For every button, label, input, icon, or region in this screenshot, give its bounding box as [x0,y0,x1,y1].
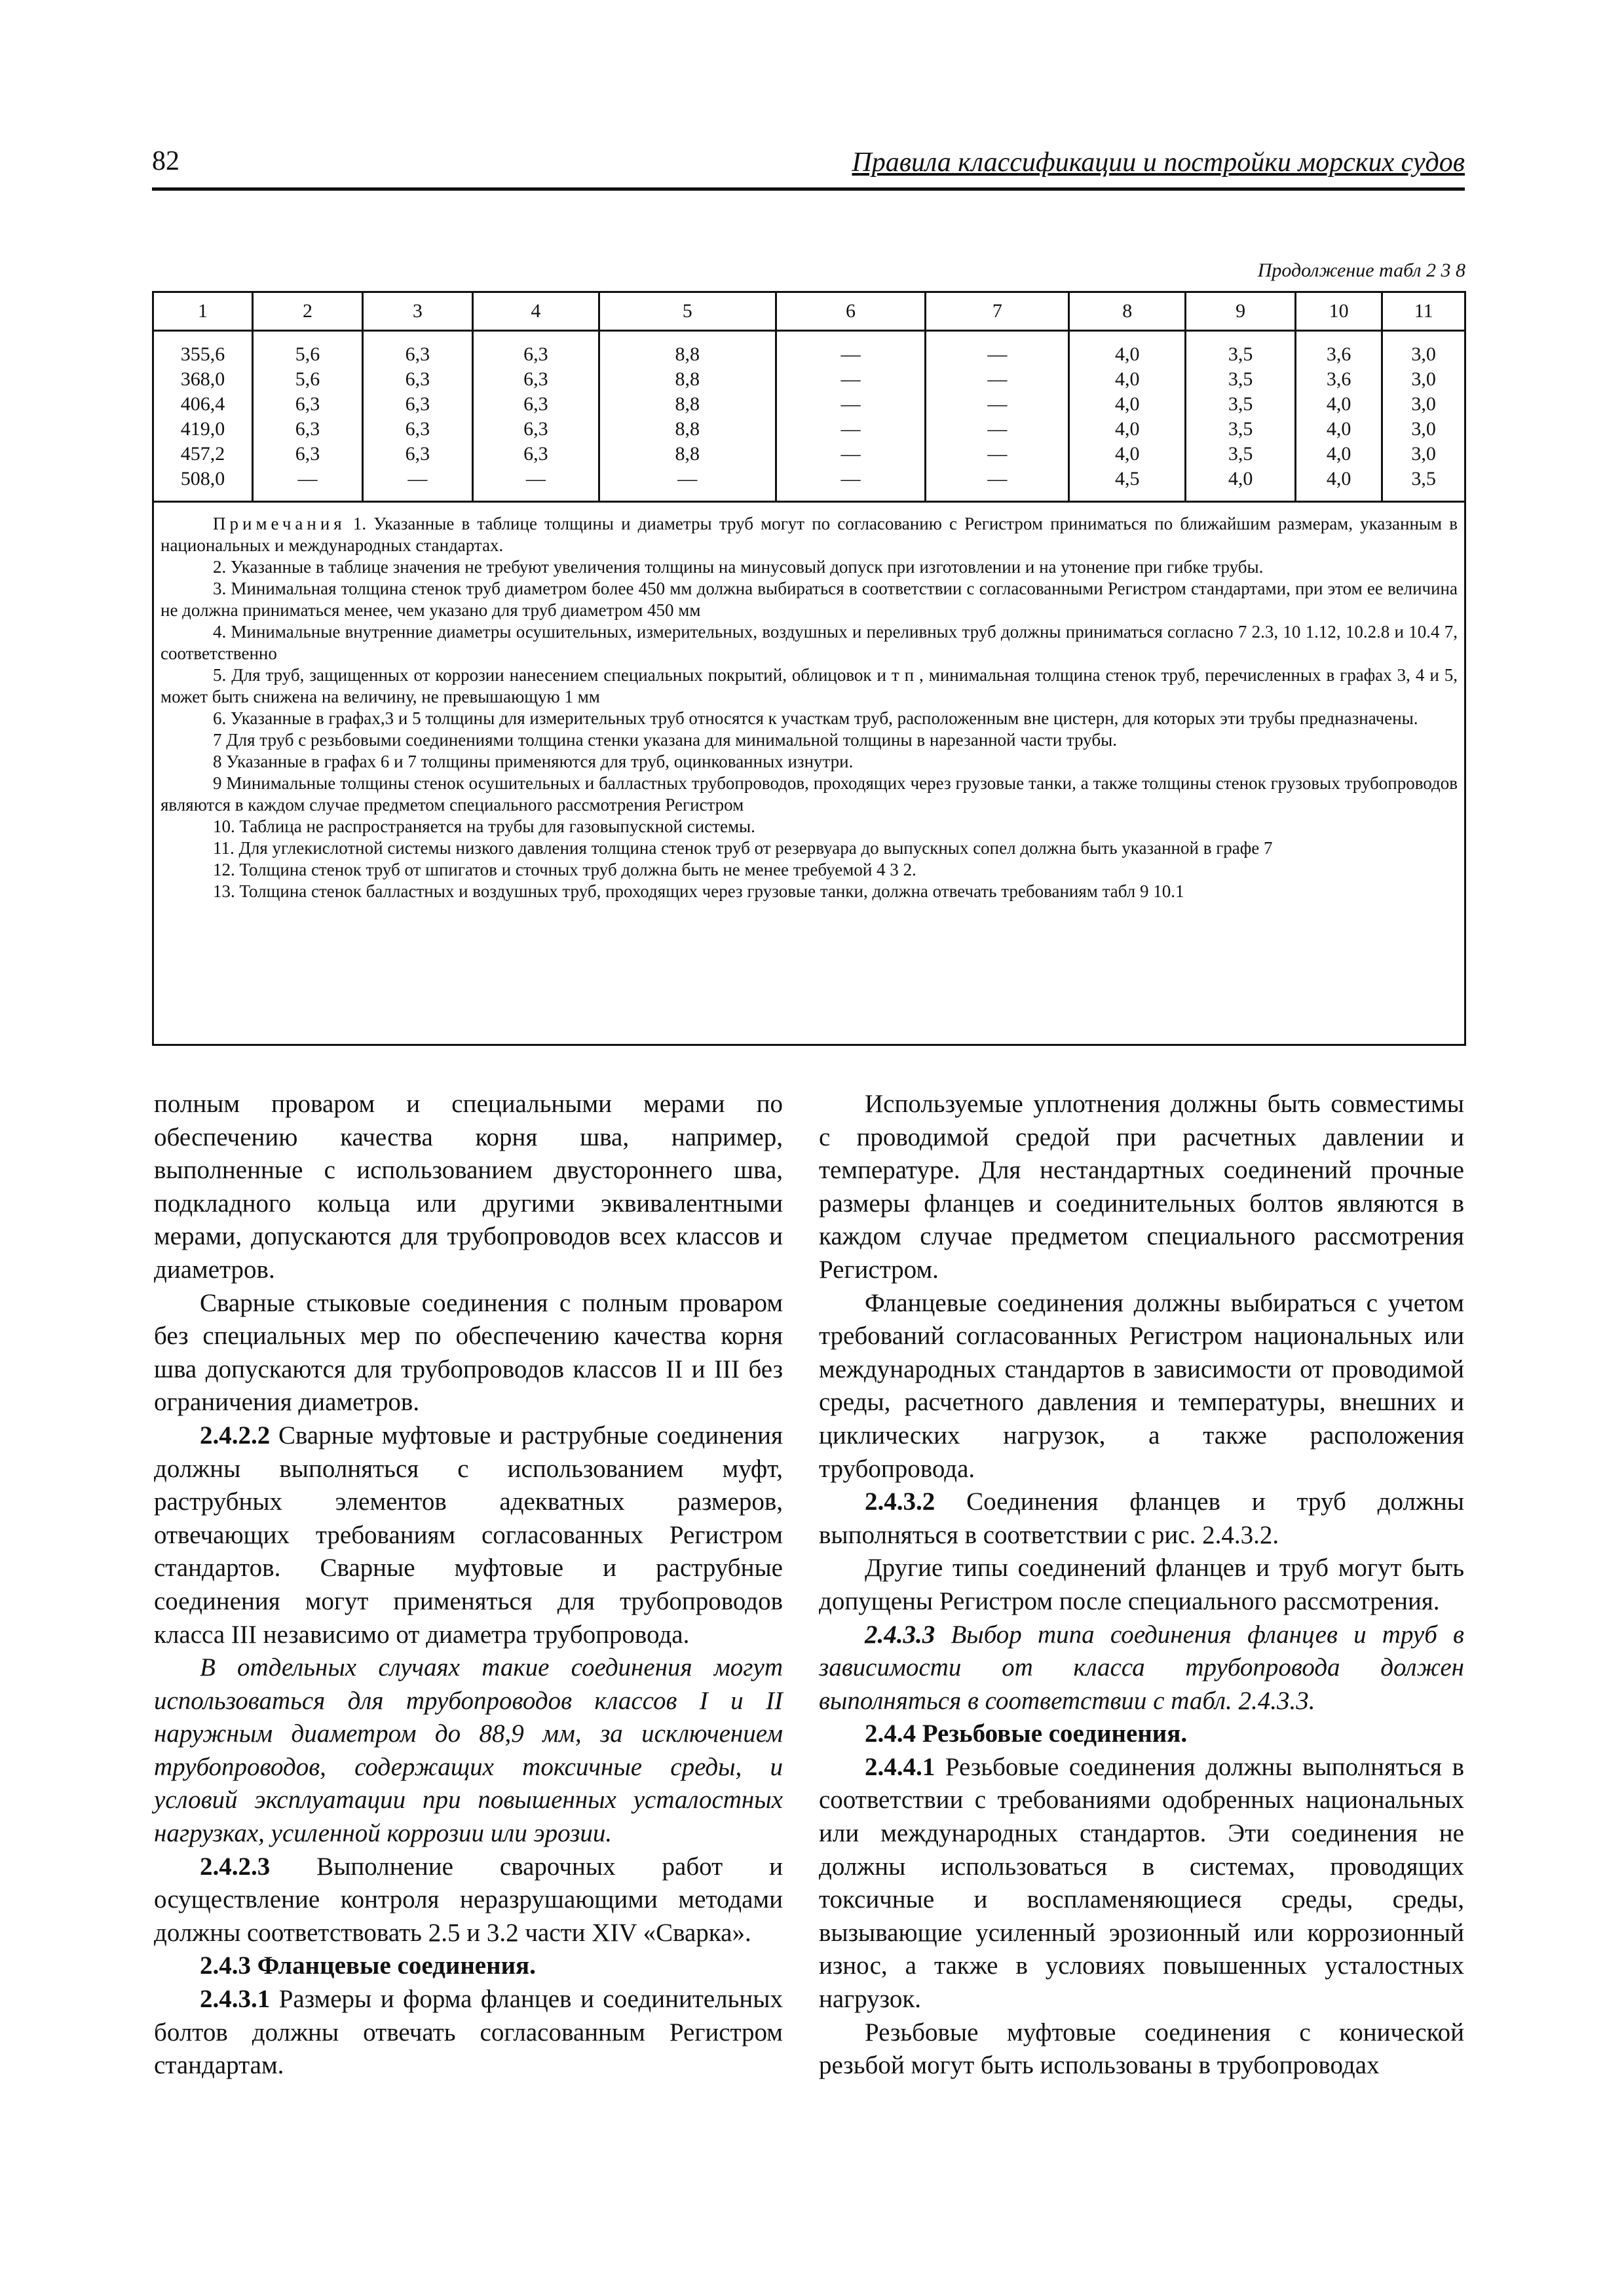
clause-number: 2.4.3.3 [865,1620,935,1649]
table-header-row [154,293,1464,331]
table-cell: 6,3 [472,417,599,442]
table-note: 9 Минимальные толщины стенок осушительных и балластных трубопроводов, проходящих через грузовые танки, а также толщины стенок грузовых трубопроводов являются в каждом случае предметом специального рассмотрения Регистром [161,773,1458,815]
table-cell: 3,0 [1411,343,1436,365]
table-continuation-label: Продолжение табл 2 3 8 [1257,259,1465,281]
table-note: 11. Для углекислотной системы низкого давления толщина стенок труб от резервуара до выпускных сопел должна быть указанной в графе 7 [213,838,1273,858]
table-note: 7 Для труб с резьбовыми соединениями толщина стенки указана для минимальной толщины в нарезанной части трубы. [213,730,1117,750]
column-header: 10 [1296,293,1382,331]
table-cell: 457,2 [154,442,253,467]
column-header: 3 [362,293,472,331]
table-cell: 4,0 [1069,417,1186,442]
table-cell: — [926,417,1069,442]
paragraph-text: Выполнение сварочных работ и осуществление контроля неразрушающими методами должны соответствовать 2.5 и 3.2 части XIV «Сварка». [154,1852,783,1947]
table-cell: 368,0 [154,367,253,392]
column-header: 6 [776,293,926,331]
clause-number: 2.4.4.1 [865,1752,935,1781]
paragraph [154,1419,783,1651]
column-header: 2 [253,293,363,331]
table-note: 4. Минимальные внутренние диаметры осушительных, измерительных, воздушных и переливных труб должны приниматься согласно 7 2.3, 10 1.12, 10.2.8 и 10.4 7, соответственно [161,622,1458,663]
page-number: 82 [152,146,179,176]
table-note: 13. Толщина стенок балластных и воздушных труб, проходящих через грузовые танки, должна отвечать требованиям табл 9 10.1 [213,881,1184,901]
table-cell: 4,0 [1186,467,1296,501]
table-cell: 3,0 [1411,368,1436,390]
clause-number: 2.4.3.1 [200,1985,271,2014]
table-row [154,417,1464,442]
table-cell: 4,0 [1069,442,1186,467]
paragraph [154,1851,783,1950]
table-cell: 4,0 [1069,331,1186,368]
table-cell: 4,5 [1069,467,1186,501]
table-note: 8 Указанные в графах 6 и 7 толщины применяются для труб, оцинкованных изнутри. [213,752,854,771]
page-header [152,145,1465,191]
table-cell: 6,3 [472,331,599,368]
table-grid [154,293,1464,501]
table-cell: 3,6 [1296,331,1382,368]
table-cell: — [926,367,1069,392]
table-cell: 6,3 [362,417,472,442]
table-cell: 6,3 [362,367,472,392]
table-note: 3. Минимальная толщина стенок труб диаметром более 450 мм должна выбираться в соответствии с согласованными Регистром стандартами, при этом ее величина не должна приниматься менее, чем указано для труб диаметром 450 мм [161,579,1458,620]
right-text-column [819,1088,1464,2083]
table-cell: 508,0 [154,467,253,501]
paragraph-text: Сварные муфтовые и раструбные соединения должны выполняться с использованием муфт, раструбных элементов адекватных размеров, отвечающих требованиям согласованных Регистром стандартов. Сварные муфтовые и раструбные соединения могут применяться для трубопроводов класса III независимо от диаметра трубопровода. [154,1421,783,1649]
paragraph: Другие типы соединений фланцев и труб могут быть допущены Регистром после специального рассмотрения. [819,1554,1464,1615]
table-cell: 5,6 [253,367,363,392]
table-note: 10. Таблица не распространяется на трубы для газовыпускной системы. [213,817,755,836]
table-note [161,513,1458,556]
left-text-column [154,1088,783,2083]
paragraph [154,1983,783,2083]
table-note: 12. Толщина стенок труб от шпигатов и сточных труб должна быть не менее требуемой 4 3 2. [213,860,916,879]
paragraph: Используемые уплотнения должны быть совместимы с проводимой средой при расчетных давлении и температуре. Для нестандартных соединений прочные размеры фланцев и соединительных болтов являются в каждом случае предметом специального рассмотрения Регистром. [819,1090,1464,1284]
table-cell: — [776,442,926,467]
table-row [154,331,1464,368]
paragraph-text: Размеры и форма фланцев и соединительных болтов должны отвечать согласованным Регистром стандартам. [154,1985,783,2080]
table-cell: 6,3 [253,442,363,467]
table-cell: 6,3 [253,417,363,442]
column-header: 8 [1069,293,1186,331]
table-cell: 8,8 [599,392,776,417]
table-cell: 6,3 [362,331,472,368]
table-cell: — [776,392,926,417]
table-cell: 3,5 [1186,442,1296,467]
table-cell: 3,0 [1411,418,1436,440]
column-header: 9 [1186,293,1296,331]
table-row [154,467,1464,501]
paragraph: полным проваром и специальными мерами по обеспечению качества корня шва, например, выполненные с использованием двустороннего шва, подкладного кольца или другими эквивалентными мерами, допускаются для трубопроводов всех классов и диаметров. [154,1090,783,1284]
table-cell: — [926,442,1069,467]
clause-number: 2.4.2.2 [200,1421,271,1450]
table-cell: — [926,392,1069,417]
paragraph-text: Выбор типа соединения фланцев и труб в зависимости от класса трубопровода должен выполняться в соответствии с табл. 2.4.3.3. [819,1620,1464,1715]
paragraph-text: Резьбовые соединения должны выполняться в соответствии с требованиями одобренных национальных или международных стандартов. Эти соединения не должны использоваться в системах, проводящих токсичные и воспламеняющиеся среды, среды, вызывающие усиленный эрозионный или коррозионный износ, а также в условиях повышенных усталостных нагрузок. [819,1752,1464,2014]
table-cell: 3,0 [1411,443,1436,465]
table-cell: 4,0 [1296,467,1382,501]
table-cell: 4,0 [1296,392,1382,417]
table-cell: 3,5 [1186,331,1296,368]
table-cell: 8,8 [599,367,776,392]
table-cell: — [472,467,599,501]
paragraph-text: Соединения фланцев и труб должны выполняться в соответствии с рис. 2.4.3.2. [819,1488,1464,1549]
table-cell: — [926,331,1069,368]
table-cell: 6,3 [472,442,599,467]
running-title: Правила классификации и постройки морских судов [852,147,1465,178]
column-header: 7 [926,293,1069,331]
table-cell: 4,0 [1069,367,1186,392]
section-heading: 2.4.4 Резьбовые соединения. [865,1720,1188,1748]
table-cell: — [599,467,776,501]
column-header: 4 [472,293,599,331]
table-row [154,442,1464,467]
clause-number: 2.4.3.2 [865,1488,935,1516]
table-cell: 6,3 [253,392,363,417]
table-cell: 406,4 [154,392,253,417]
table-row [154,392,1464,417]
table-note: 6. Указанные в графах,3 и 5 толщины для измерительных труб относятся к участкам труб, расположенным вне цистерн, для которых эти трубы предназначены. [213,708,1418,728]
table-row [154,367,1464,392]
paragraph [819,1751,1464,2016]
section-heading: 2.4.3 Фланцевые соединения. [200,1951,536,1980]
table-cell: — [926,467,1069,501]
table-cell: 4,0 [1296,442,1382,467]
pipe-thickness-table [152,291,1466,1046]
table-notes [154,501,1464,908]
table-cell: 6,3 [472,392,599,417]
paragraph: В отдельных случаях такие соединения могут использоваться для трубопроводов классов I и II наружным диаметром до 88,9 мм, за исключением трубопроводов, содержащих токсичные среды, и условий эксплуатации при повышенных усталостных нагрузках, усиленной коррозии или эрозии. [154,1653,783,1848]
table-cell: — [253,467,363,501]
paragraph: Резьбовые муфтовые соединения с конической резьбой могут быть использованы в трубопроводах [819,2018,1464,2080]
table-cell: 3,6 [1296,367,1382,392]
table-cell: — [776,367,926,392]
table-cell: — [776,417,926,442]
table-cell: 355,6 [154,331,253,368]
table-cell: 3,5 [1186,367,1296,392]
table-note: 5. Для труб, защищенных от коррозии нанесением специальных покрытий, облицовок и т п , минимальная толщина стенок труб, перечисленных в графах 3, 4 и 5, может быть снижена на величину, не превышающую 1 мм [161,665,1458,706]
table-cell: 4,0 [1296,417,1382,442]
table-cell: 3,5 [1411,468,1436,490]
table-note: 2. Указанные в таблице значения не требуют увеличения толщины на минусовый допуск при изготовлении и на утонение при гибке трубы. [213,557,1264,577]
table-cell: 3,5 [1186,392,1296,417]
paragraph: Сварные стыковые соединения с полным проваром без специальных мер по обеспечению качества корня шва допускаются для трубопроводов классов II и III без ограничения диаметров. [154,1288,783,1417]
table-cell: 3,5 [1186,417,1296,442]
paragraph: Фланцевые соединения должны выбираться с учетом требований согласованных Регистром национальных или международных стандартов в зависимости от проводимой среды, расчетного давления и температуры, внешних и циклических нагрузок, а также расположения трубопровода. [819,1288,1464,1483]
table-cell: — [776,467,926,501]
paragraph [819,1486,1464,1552]
note-text: 1. Указанные в таблице толщины и диаметры труб могут по согласованию с Регистром приниматься по ближайшим размерам, указанным в национальных и международных стандартах. [161,514,1458,555]
table-cell: 4,0 [1069,392,1186,417]
table-cell: — [362,467,472,501]
table-cell: 419,0 [154,417,253,442]
paragraph [819,1619,1464,1718]
notes-label: Примечания [213,514,346,533]
table-cell: 8,8 [599,417,776,442]
column-header: 1 [154,293,253,331]
column-header: 5 [599,293,776,331]
table-cell: — [776,331,926,368]
table-cell: 6,3 [362,442,472,467]
table-cell: 6,3 [362,392,472,417]
table-cell: 8,8 [599,442,776,467]
table-cell: 8,8 [599,331,776,368]
table-cell: 3,0 [1411,393,1436,415]
table-cell: 6,3 [472,367,599,392]
column-header: 11 [1382,293,1464,331]
clause-number: 2.4.2.3 [200,1852,271,1881]
table-cell: 5,6 [253,331,363,368]
